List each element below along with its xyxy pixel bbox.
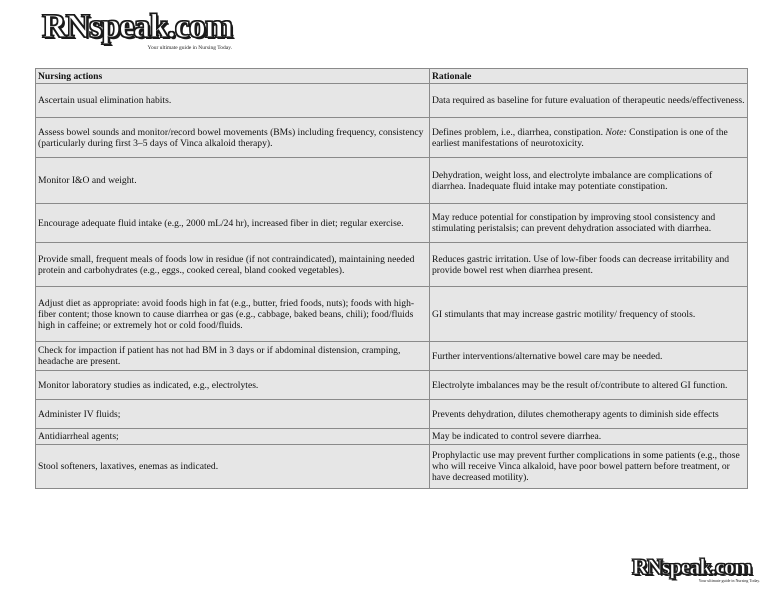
rationale-cell: Prophylactic use may prevent further complications in some patients (e.g., those who will receive Vinca alkaloid, have poor bowel pattern before treatment, or have decreased motility). — [430, 445, 748, 489]
action-cell: Monitor I&O and weight. — [36, 158, 430, 204]
table-row — [36, 342, 748, 371]
action-cell: Provide small, frequent meals of foods low in residue (if not contraindicated), maintaining needed protein and carbohydrates (e.g., eggs., cooked cereal, bland cooked vegetables). — [36, 243, 430, 287]
rationale-cell: Further interventions/alternative bowel care may be needed. — [430, 342, 748, 371]
action-cell: Adjust diet as appropriate: avoid foods high in fat (e.g., butter, fried foods, nuts); foods with high-fiber content; those known to cause diarrhea or gas (e.g., cabbage, baked beans, chili); food/fluids high in caffeine; or extremely hot or cold food/fluids. — [36, 287, 430, 342]
header-rationale: Rationale — [430, 69, 748, 84]
rationale-cell: May be indicated to control severe diarrhea. — [430, 429, 748, 445]
table-row — [36, 429, 748, 445]
table-row — [36, 371, 748, 400]
site-logo-bottom — [632, 556, 760, 583]
nursing-care-table — [35, 68, 748, 489]
table-row — [36, 204, 748, 243]
table-row — [36, 84, 748, 118]
header-nursing-actions: Nursing actions — [36, 69, 430, 84]
logo-wordmark: RNspeak.com — [632, 554, 752, 579]
site-logo-top — [42, 10, 238, 52]
rationale-cell — [430, 118, 748, 158]
rationale-cell: Dehydration, weight loss, and electrolyte imbalance are complications of diarrhea. Inadequate fluid intake may potentiate constipation. — [430, 158, 748, 204]
table-row — [36, 287, 748, 342]
action-cell: Antidiarrheal agents; — [36, 429, 430, 445]
action-cell: Ascertain usual elimination habits. — [36, 84, 430, 118]
rationale-cell: May reduce potential for constipation by improving stool consistency and stimulating peristalsis; can prevent dehydration associated with diarrhea. — [430, 204, 748, 243]
rationale-cell: Data required as baseline for future evaluation of therapeutic needs/effectiveness. — [430, 84, 748, 118]
rationale-cell: Reduces gastric irritation. Use of low-fiber foods can decrease irritability and provide bowel rest when diarrhea present. — [430, 243, 748, 287]
table-row — [36, 118, 748, 158]
rationale-cell: Prevents dehydration, dilutes chemotherapy agents to diminish side effects — [430, 400, 748, 429]
logo-tagline: Your ultimate guide in Nursing Today. — [698, 578, 760, 583]
rationale-cell: GI stimulants that may increase gastric motility/ frequency of stools. — [430, 287, 748, 342]
table-row — [36, 400, 748, 429]
table-row — [36, 158, 748, 204]
table-header-row — [36, 69, 748, 84]
logo-tagline: Your ultimate guide in Nursing Today. — [147, 45, 232, 51]
logo-wordmark: RNspeak.com — [42, 8, 233, 45]
rationale-text: Defines problem, i.e., diarrhea, constipation. Note: Constipation is one of the earliest manifestations of neurotoxicity. — [432, 126, 728, 149]
action-cell: Encourage adequate fluid intake (e.g., 2000 mL/24 hr), increased fiber in diet; regular exercise. — [36, 204, 430, 243]
action-cell: Administer IV fluids; — [36, 400, 430, 429]
table-row — [36, 445, 748, 489]
action-cell: Stool softeners, laxatives, enemas as indicated. — [36, 445, 430, 489]
action-cell: Monitor laboratory studies as indicated, e.g., electrolytes. — [36, 371, 430, 400]
rationale-cell: Electrolyte imbalances may be the result of/contribute to altered GI function. — [430, 371, 748, 400]
table-row — [36, 243, 748, 287]
action-cell: Check for impaction if patient has not had BM in 3 days or if abdominal distension, cramping, headache are present. — [36, 342, 430, 371]
action-cell: Assess bowel sounds and monitor/record bowel movements (BMs) including frequency, consistency (particularly during first 3–5 days of Vinca alkaloid therapy). — [36, 118, 430, 158]
